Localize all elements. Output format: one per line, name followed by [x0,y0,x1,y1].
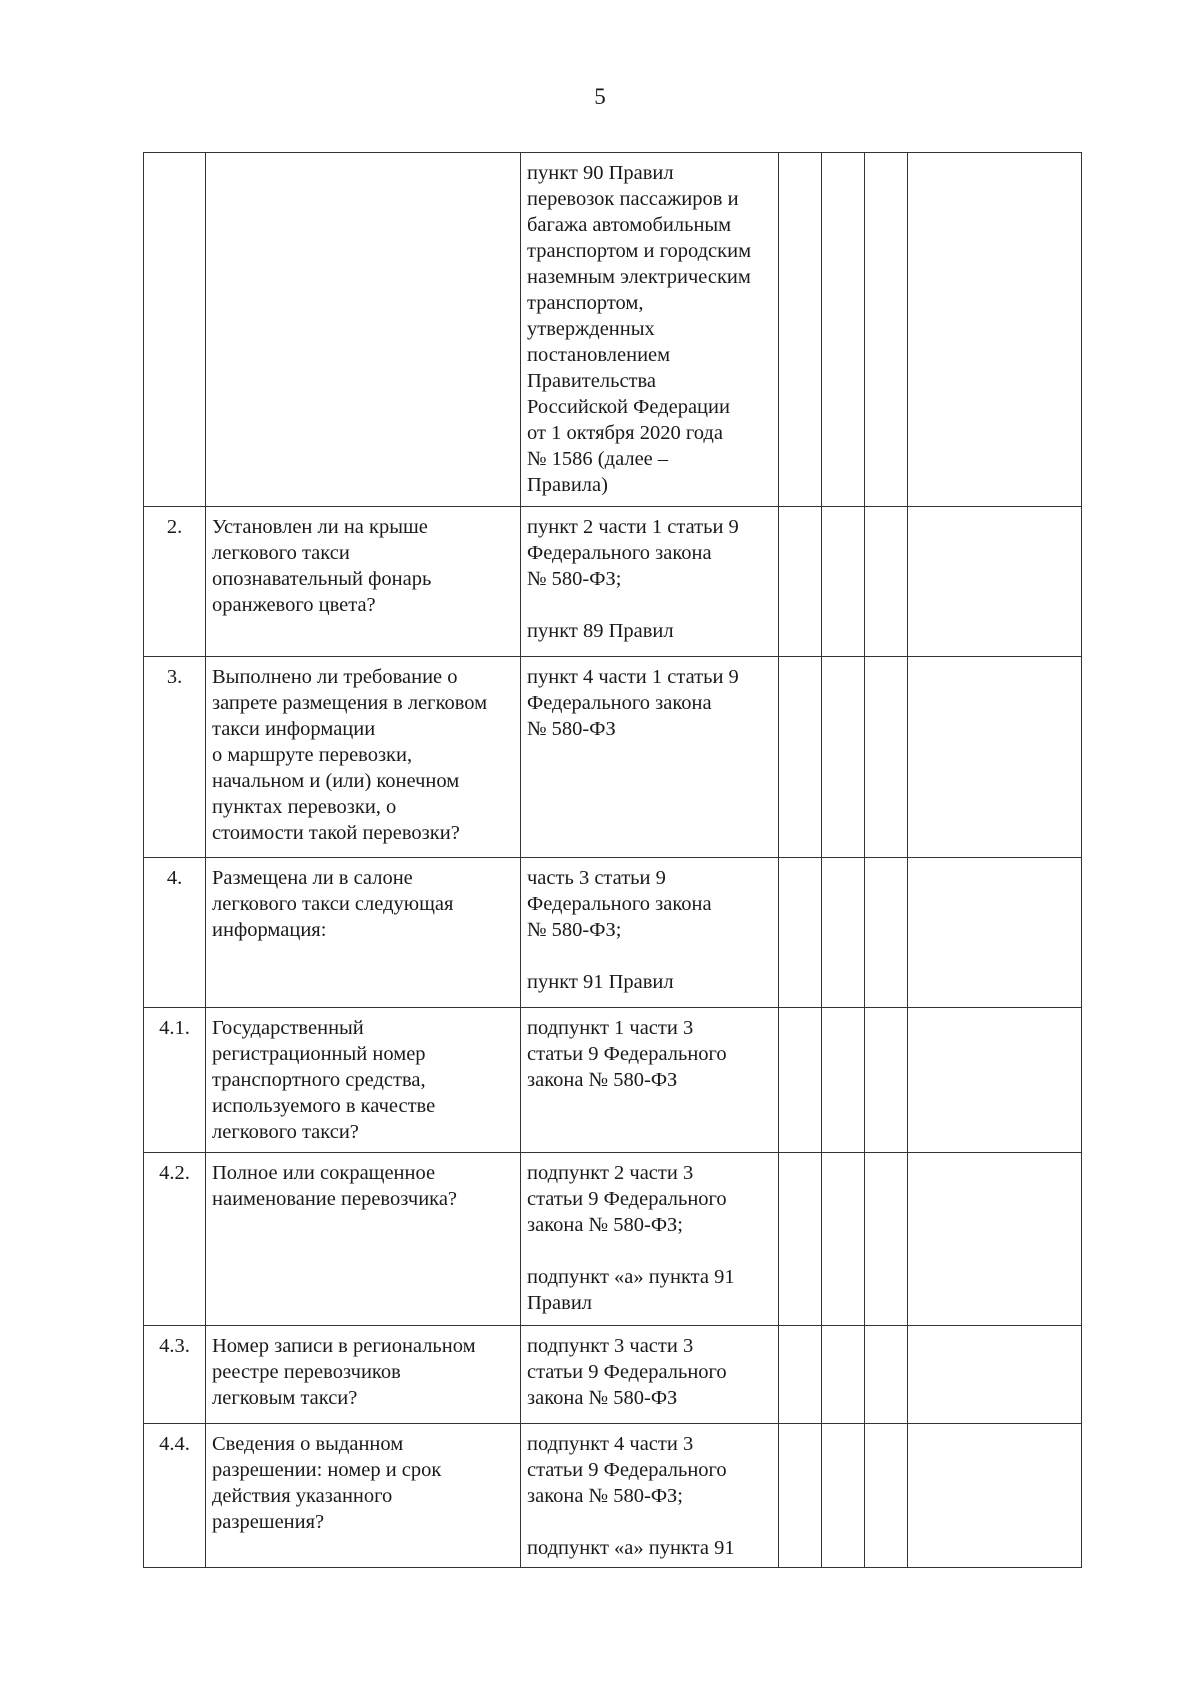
row-references [521,1326,779,1424]
note-cell [908,657,1082,858]
answer-cell-na [865,1424,908,1568]
row-references [521,153,779,507]
table-row [144,1326,1082,1424]
table-row [144,858,1082,1008]
answer-cell-na [865,1008,908,1153]
answer-cell-na [865,1326,908,1424]
row-references [521,858,779,1008]
row-references [521,1153,779,1326]
reference-text: подпункт «а» пункта 91 [527,1537,735,1559]
table-row [144,507,1082,657]
page-number: 5 [594,84,606,109]
row-question: Государственный регистрационный номер транспортного средства, используемого в качестве легкового такси? [206,1008,521,1153]
reference-text: пункт 2 части 1 статьи 9 Федерального закона № 580-ФЗ; [527,516,739,590]
row-number: 4.3. [144,1326,206,1424]
row-question: Полное или сокращенное наименование перевозчика? [206,1153,521,1326]
row-number [144,153,206,507]
answer-cell-yes [779,153,822,507]
note-cell [908,1424,1082,1568]
reference-text: подпункт 3 части 3 статьи 9 Федерального закона № 580-ФЗ [527,1335,727,1409]
note-cell [908,507,1082,657]
answer-cell-yes [779,507,822,657]
checklist-table [143,152,1082,1568]
row-references [521,507,779,657]
note-cell [908,1326,1082,1424]
answer-cell-no [822,1424,865,1568]
answer-cell-yes [779,1326,822,1424]
reference-text: пункт 90 Правил перевозок пассажиров и багажа автомобильным транспортом и городским наземным электрическим транспортом, утвержденных постановлением Правительства Российской Федерации от 1 октября 2020 года № 1586 (далее – Правила) [527,162,752,496]
note-cell [908,858,1082,1008]
answer-cell-na [865,153,908,507]
row-number: 3. [144,657,206,858]
row-references [521,1424,779,1568]
reference-text: пункт 91 Правил [527,971,674,993]
row-number: 4.4. [144,1424,206,1568]
answer-cell-yes [779,657,822,858]
table-row [144,1008,1082,1153]
answer-cell-no [822,507,865,657]
reference-text: подпункт 2 части 3 статьи 9 Федерального закона № 580-ФЗ; [527,1162,727,1236]
table-row [144,153,1082,507]
answer-cell-yes [779,858,822,1008]
answer-cell-na [865,858,908,1008]
answer-cell-na [865,657,908,858]
table-row [144,657,1082,858]
answer-cell-no [822,657,865,858]
checklist-body [144,153,1082,1568]
row-number: 4.2. [144,1153,206,1326]
table-row [144,1424,1082,1568]
answer-cell-no [822,153,865,507]
reference-text: подпункт «а» пункта 91 Правил [527,1266,735,1314]
table-row [144,1153,1082,1326]
note-cell [908,1008,1082,1153]
reference-text: подпункт 1 части 3 статьи 9 Федерального закона № 580-ФЗ [527,1017,727,1091]
answer-cell-yes [779,1153,822,1326]
row-question: Номер записи в региональном реестре перевозчиков легковым такси? [206,1326,521,1424]
row-references [521,657,779,858]
row-number: 4.1. [144,1008,206,1153]
answer-cell-na [865,507,908,657]
reference-text: часть 3 статьи 9 Федерального закона № 580-ФЗ; [527,867,712,941]
answer-cell-no [822,858,865,1008]
answer-cell-na [865,1153,908,1326]
answer-cell-yes [779,1424,822,1568]
row-question: Размещена ли в салоне легкового такси следующая информация: [206,858,521,1008]
reference-text: пункт 89 Правил [527,620,674,642]
answer-cell-no [822,1008,865,1153]
note-cell [908,153,1082,507]
reference-text: пункт 4 части 1 статьи 9 Федерального закона № 580-ФЗ [527,666,739,740]
row-number: 4. [144,858,206,1008]
row-question: Выполнено ли требование о запрете размещения в легковом такси информации о маршруте перевозки, начальном и (или) конечном пунктах перевозки, о стоимости такой перевозки? [206,657,521,858]
reference-text: подпункт 4 части 3 статьи 9 Федерального закона № 580-ФЗ; [527,1433,727,1507]
answer-cell-no [822,1326,865,1424]
row-number: 2. [144,507,206,657]
answer-cell-no [822,1153,865,1326]
row-question: Сведения о выданном разрешении: номер и срок действия указанного разрешения? [206,1424,521,1568]
note-cell [908,1153,1082,1326]
row-question: Установлен ли на крыше легкового такси опознавательный фонарь оранжевого цвета? [206,507,521,657]
answer-cell-yes [779,1008,822,1153]
row-references [521,1008,779,1153]
row-question [206,153,521,507]
